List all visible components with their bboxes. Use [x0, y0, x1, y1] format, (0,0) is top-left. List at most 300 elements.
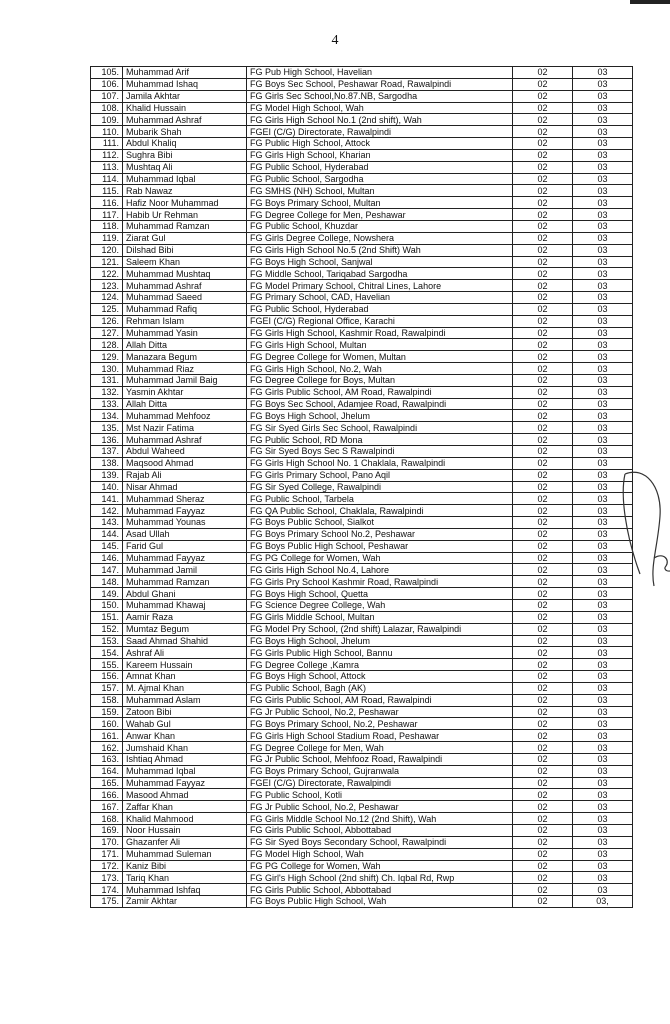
value-cell-1: 02 [513, 517, 573, 529]
school-cell: FG Girls High School No.4, Lahore [247, 564, 513, 576]
name-cell: Rab Nawaz [123, 185, 247, 197]
name-cell: Sughra Bibi [123, 149, 247, 161]
serial-number-cell: 155. [91, 659, 123, 671]
value-cell-2: 03 [573, 517, 633, 529]
table-row [91, 185, 633, 197]
table-row [91, 505, 633, 517]
table-row [91, 742, 633, 754]
value-cell-2: 03 [573, 410, 633, 422]
table-row [91, 848, 633, 860]
serial-number-cell: 127. [91, 327, 123, 339]
name-cell: Amnat Khan [123, 671, 247, 683]
table-row [91, 363, 633, 375]
value-cell-2: 03 [573, 789, 633, 801]
serial-number-cell: 122. [91, 268, 123, 280]
serial-number-cell: 148. [91, 576, 123, 588]
value-cell-1: 02 [513, 493, 573, 505]
school-cell: FGEI (C/G) Directorate, Rawalpindi [247, 126, 513, 138]
serial-number-cell: 130. [91, 363, 123, 375]
value-cell-1: 02 [513, 114, 573, 126]
table-row [91, 540, 633, 552]
serial-number-cell: 132. [91, 386, 123, 398]
value-cell-2: 03 [573, 351, 633, 363]
table-row [91, 138, 633, 150]
value-cell-2: 03 [573, 149, 633, 161]
serial-number-cell: 111. [91, 138, 123, 150]
table-row [91, 659, 633, 671]
school-cell: FG Science Degree College, Wah [247, 599, 513, 611]
value-cell-1: 02 [513, 173, 573, 185]
name-cell: Jumshaid Khan [123, 742, 247, 754]
serial-number-cell: 128. [91, 339, 123, 351]
serial-number-cell: 174. [91, 884, 123, 896]
name-cell: Maqsood Ahmad [123, 457, 247, 469]
table-row [91, 67, 633, 79]
value-cell-2: 03 [573, 623, 633, 635]
value-cell-1: 02 [513, 611, 573, 623]
name-cell: Hafiz Noor Muhammad [123, 197, 247, 209]
value-cell-2: 03 [573, 315, 633, 327]
value-cell-1: 02 [513, 303, 573, 315]
table-row [91, 517, 633, 529]
school-cell: FG Girls High School No.1 (2nd shift), Wah [247, 114, 513, 126]
table-row [91, 386, 633, 398]
name-cell: Farid Gul [123, 540, 247, 552]
table-row [91, 126, 633, 138]
value-cell-1: 02 [513, 742, 573, 754]
value-cell-1: 02 [513, 552, 573, 564]
school-cell: FG PG College for Women, Wah [247, 552, 513, 564]
school-cell: FG Girls High School, Kashmir Road, Rawalpindi [247, 327, 513, 339]
serial-number-cell: 133. [91, 398, 123, 410]
table-row [91, 682, 633, 694]
value-cell-2: 03 [573, 185, 633, 197]
name-cell: Allah Ditta [123, 339, 247, 351]
table-row [91, 635, 633, 647]
school-cell: FG Public School, RD Mona [247, 434, 513, 446]
table-row [91, 718, 633, 730]
name-cell: Anwar Khan [123, 730, 247, 742]
value-cell-2: 03 [573, 813, 633, 825]
school-cell: FG Girls Public School, AM Road, Rawalpindi [247, 694, 513, 706]
table-row [91, 398, 633, 410]
table-row [91, 884, 633, 896]
table-row [91, 410, 633, 422]
value-cell-2: 03 [573, 848, 633, 860]
value-cell-2: 03 [573, 446, 633, 458]
school-cell: FG Boys High School, Jhelum [247, 635, 513, 647]
name-cell: Aamir Raza [123, 611, 247, 623]
school-cell: FG Jr Public School, No.2, Peshawar [247, 706, 513, 718]
serial-number-cell: 159. [91, 706, 123, 718]
serial-number-cell: 142. [91, 505, 123, 517]
name-cell: Muhammad Younas [123, 517, 247, 529]
serial-number-cell: 162. [91, 742, 123, 754]
value-cell-1: 02 [513, 280, 573, 292]
school-cell: FG Girls Public School, AM Road, Rawalpindi [247, 386, 513, 398]
value-cell-1: 02 [513, 528, 573, 540]
table-row [91, 730, 633, 742]
value-cell-1: 02 [513, 410, 573, 422]
school-cell: FG Sir Syed Girls Sec School, Rawalpindi [247, 422, 513, 434]
name-cell: Saad Ahmad Shahid [123, 635, 247, 647]
school-cell: FG Model High School, Wah [247, 848, 513, 860]
serial-number-cell: 154. [91, 647, 123, 659]
value-cell-1: 02 [513, 777, 573, 789]
serial-number-cell: 107. [91, 90, 123, 102]
serial-number-cell: 125. [91, 303, 123, 315]
serial-number-cell: 109. [91, 114, 123, 126]
value-cell-2: 03 [573, 742, 633, 754]
school-cell: FG Sir Syed Boys Sec S Rawalpindi [247, 446, 513, 458]
school-cell: FG Sir Syed Boys Secondary School, Rawalpindi [247, 836, 513, 848]
serial-number-cell: 117. [91, 209, 123, 221]
serial-number-cell: 169. [91, 825, 123, 837]
value-cell-1: 02 [513, 446, 573, 458]
value-cell-1: 02 [513, 659, 573, 671]
value-cell-1: 02 [513, 540, 573, 552]
school-cell: FG Degree College for Men, Peshawar [247, 209, 513, 221]
school-cell: FG Jr Public School, Mehfooz Road, Rawalpindi [247, 753, 513, 765]
value-cell-1: 02 [513, 386, 573, 398]
serial-number-cell: 166. [91, 789, 123, 801]
value-cell-2: 03 [573, 220, 633, 232]
name-cell: Ghazanfer Ali [123, 836, 247, 848]
value-cell-1: 02 [513, 398, 573, 410]
table-row [91, 339, 633, 351]
name-cell: Nisar Ahmad [123, 481, 247, 493]
serial-number-cell: 114. [91, 173, 123, 185]
serial-number-cell: 126. [91, 315, 123, 327]
name-cell: Muhammad Khawaj [123, 599, 247, 611]
school-cell: FG Boys Public School, Sialkot [247, 517, 513, 529]
value-cell-2: 03 [573, 339, 633, 351]
table-row [91, 209, 633, 221]
value-cell-2: 03 [573, 126, 633, 138]
table-row [91, 268, 633, 280]
name-cell: Muhammad Ishfaq [123, 884, 247, 896]
serial-number-cell: 112. [91, 149, 123, 161]
school-cell: FG Boys Primary School, No.2, Peshawar [247, 718, 513, 730]
school-cell: FG Girls Primary School, Pano Aqil [247, 469, 513, 481]
value-cell-2: 03 [573, 493, 633, 505]
name-cell: Muhammad Sheraz [123, 493, 247, 505]
table-row [91, 813, 633, 825]
value-cell-2: 03 [573, 730, 633, 742]
table-row [91, 327, 633, 339]
value-cell-2: 03 [573, 765, 633, 777]
value-cell-2: 03 [573, 138, 633, 150]
value-cell-2: 03 [573, 682, 633, 694]
school-cell: FG Boys Primary School, Gujranwala [247, 765, 513, 777]
value-cell-2: 03 [573, 884, 633, 896]
serial-number-cell: 146. [91, 552, 123, 564]
value-cell-1: 02 [513, 363, 573, 375]
serial-number-cell: 136. [91, 434, 123, 446]
value-cell-1: 02 [513, 422, 573, 434]
school-cell: FG Model Primary School, Chitral Lines, Lahore [247, 280, 513, 292]
value-cell-2: 03 [573, 209, 633, 221]
table-row [91, 102, 633, 114]
name-cell: Habib Ur Rehman [123, 209, 247, 221]
value-cell-1: 02 [513, 185, 573, 197]
serial-number-cell: 115. [91, 185, 123, 197]
value-cell-2: 03 [573, 90, 633, 102]
value-cell-2: 03 [573, 67, 633, 79]
table-row [91, 315, 633, 327]
name-cell: Ashraf Ali [123, 647, 247, 659]
value-cell-2: 03 [573, 422, 633, 434]
school-cell: FG Boys High School, Jhelum [247, 410, 513, 422]
table-row [91, 78, 633, 90]
school-cell: FG Boys Primary School No.2, Peshawar [247, 528, 513, 540]
name-cell: Muhammad Aslam [123, 694, 247, 706]
name-cell: Muhammad Ishaq [123, 78, 247, 90]
serial-number-cell: 144. [91, 528, 123, 540]
value-cell-1: 02 [513, 635, 573, 647]
serial-number-cell: 173. [91, 872, 123, 884]
value-cell-1: 02 [513, 718, 573, 730]
serial-number-cell: 137. [91, 446, 123, 458]
serial-number-cell: 152. [91, 623, 123, 635]
table-row [91, 706, 633, 718]
school-cell: FG Sir Syed College, Rawalpindi [247, 481, 513, 493]
table-row [91, 374, 633, 386]
value-cell-2: 03 [573, 659, 633, 671]
value-cell-1: 02 [513, 813, 573, 825]
school-cell: FG Public School, Bagh (AK) [247, 682, 513, 694]
value-cell-1: 02 [513, 765, 573, 777]
table-row [91, 292, 633, 304]
value-cell-2: 03 [573, 647, 633, 659]
serial-number-cell: 124. [91, 292, 123, 304]
value-cell-1: 02 [513, 647, 573, 659]
school-cell: FG Public School, Hyderabad [247, 303, 513, 315]
name-cell: Mst Nazir Fatima [123, 422, 247, 434]
value-cell-1: 02 [513, 220, 573, 232]
value-cell-1: 02 [513, 588, 573, 600]
value-cell-2: 03 [573, 434, 633, 446]
school-cell: FG Boys Sec School, Adamjee Road, Rawalpindi [247, 398, 513, 410]
serial-number-cell: 105. [91, 67, 123, 79]
serial-number-cell: 135. [91, 422, 123, 434]
value-cell-2: 03 [573, 718, 633, 730]
value-cell-2: 03 [573, 564, 633, 576]
name-cell: Abdul Waheed [123, 446, 247, 458]
value-cell-2: 03 [573, 469, 633, 481]
value-cell-1: 02 [513, 90, 573, 102]
name-cell: Noor Hussain [123, 825, 247, 837]
serial-number-cell: 106. [91, 78, 123, 90]
table-row [91, 694, 633, 706]
name-cell: Abdul Khaliq [123, 138, 247, 150]
school-cell: FG PG College for Women, Wah [247, 860, 513, 872]
value-cell-2: 03, [573, 896, 633, 908]
value-cell-2: 03 [573, 363, 633, 375]
school-cell: FG Girls High School, Kharian [247, 149, 513, 161]
value-cell-2: 03 [573, 398, 633, 410]
name-cell: Kareem Hussain [123, 659, 247, 671]
value-cell-2: 03 [573, 280, 633, 292]
value-cell-1: 02 [513, 149, 573, 161]
school-cell: FG Girls Middle School, Multan [247, 611, 513, 623]
serial-number-cell: 153. [91, 635, 123, 647]
page-number: 4 [331, 33, 339, 48]
name-cell: Muhammad Suleman [123, 848, 247, 860]
serial-number-cell: 118. [91, 220, 123, 232]
value-cell-1: 02 [513, 339, 573, 351]
table-row [91, 528, 633, 540]
value-cell-2: 03 [573, 386, 633, 398]
school-cell: FG Degree College for Boys, Multan [247, 374, 513, 386]
name-cell: Muhammad Jamil [123, 564, 247, 576]
school-cell: FG Primary School, CAD, Havelian [247, 292, 513, 304]
roster-body [91, 67, 633, 908]
value-cell-1: 02 [513, 102, 573, 114]
value-cell-1: 02 [513, 671, 573, 683]
value-cell-1: 02 [513, 374, 573, 386]
school-cell: FG SMHS (NH) School, Multan [247, 185, 513, 197]
value-cell-1: 02 [513, 753, 573, 765]
name-cell: Ishtiaq Ahmad [123, 753, 247, 765]
table-row [91, 161, 633, 173]
name-cell: Dilshad Bibi [123, 244, 247, 256]
table-row [91, 493, 633, 505]
value-cell-1: 02 [513, 789, 573, 801]
school-cell: FG Girls High School, No.2, Wah [247, 363, 513, 375]
school-cell: FG Boys High School, Sanjwal [247, 256, 513, 268]
school-cell: FG Girl's High School (2nd shift) Ch. Iqbal Rd, Rwp [247, 872, 513, 884]
table-row [91, 588, 633, 600]
value-cell-2: 03 [573, 576, 633, 588]
value-cell-2: 03 [573, 671, 633, 683]
table-row [91, 351, 633, 363]
school-cell: FG Girls Public High School, Bannu [247, 647, 513, 659]
value-cell-2: 03 [573, 552, 633, 564]
serial-number-cell: 171. [91, 848, 123, 860]
school-cell: FG Girls High School No. 1 Chaklala, Rawalpindi [247, 457, 513, 469]
value-cell-1: 02 [513, 292, 573, 304]
table-row [91, 801, 633, 813]
table-row [91, 244, 633, 256]
school-cell: FG Girls High School Stadium Road, Peshawar [247, 730, 513, 742]
name-cell: Saleem Khan [123, 256, 247, 268]
value-cell-2: 03 [573, 635, 633, 647]
serial-number-cell: 175. [91, 896, 123, 908]
value-cell-1: 02 [513, 848, 573, 860]
value-cell-1: 02 [513, 730, 573, 742]
table-row [91, 825, 633, 837]
value-cell-1: 02 [513, 469, 573, 481]
name-cell: Manazara Begum [123, 351, 247, 363]
school-cell: FG Public School, Kotli [247, 789, 513, 801]
serial-number-cell: 147. [91, 564, 123, 576]
school-cell: FG Girls Public School, Abbottabad [247, 884, 513, 896]
value-cell-2: 03 [573, 528, 633, 540]
name-cell: M. Ajmal Khan [123, 682, 247, 694]
name-cell: Tariq Khan [123, 872, 247, 884]
school-cell: FG Degree College ,Kamra [247, 659, 513, 671]
name-cell: Mubarik Shah [123, 126, 247, 138]
value-cell-2: 03 [573, 244, 633, 256]
table-row [91, 564, 633, 576]
name-cell: Wahab Gul [123, 718, 247, 730]
name-cell: Rehman Islam [123, 315, 247, 327]
name-cell: Zamir Akhtar [123, 896, 247, 908]
serial-number-cell: 145. [91, 540, 123, 552]
table-row [91, 114, 633, 126]
name-cell: Muhammad Saeed [123, 292, 247, 304]
serial-number-cell: 143. [91, 517, 123, 529]
serial-number-cell: 138. [91, 457, 123, 469]
table-row [91, 256, 633, 268]
table-row [91, 197, 633, 209]
school-cell: FG Girls High School No.5 (2nd Shift) Wah [247, 244, 513, 256]
value-cell-1: 02 [513, 872, 573, 884]
table-row [91, 789, 633, 801]
name-cell: Khalid Hussain [123, 102, 247, 114]
name-cell: Mushtaq Ali [123, 161, 247, 173]
school-cell: FG Jr Public School, No.2, Peshawar [247, 801, 513, 813]
serial-number-cell: 141. [91, 493, 123, 505]
serial-number-cell: 160. [91, 718, 123, 730]
school-cell: FG Boys Public High School, Wah [247, 896, 513, 908]
name-cell: Ziarat Gul [123, 232, 247, 244]
value-cell-1: 02 [513, 434, 573, 446]
name-cell: Muhammad Jamil Baig [123, 374, 247, 386]
school-cell: FG Girls Sec School,No.87.NB, Sargodha [247, 90, 513, 102]
school-cell: FG Public School, Sargodha [247, 173, 513, 185]
serial-number-cell: 149. [91, 588, 123, 600]
school-cell: FG Girls High School, Multan [247, 339, 513, 351]
value-cell-1: 02 [513, 197, 573, 209]
value-cell-1: 02 [513, 457, 573, 469]
name-cell: Muhammad Ramzan [123, 220, 247, 232]
school-cell: FG Girls Public School, Abbottabad [247, 825, 513, 837]
school-cell: FG Girls Middle School No.12 (2nd Shift), Wah [247, 813, 513, 825]
value-cell-1: 02 [513, 209, 573, 221]
name-cell: Mumtaz Begum [123, 623, 247, 635]
value-cell-1: 02 [513, 825, 573, 837]
serial-number-cell: 121. [91, 256, 123, 268]
name-cell: Allah Ditta [123, 398, 247, 410]
table-row [91, 220, 633, 232]
serial-number-cell: 113. [91, 161, 123, 173]
value-cell-2: 03 [573, 706, 633, 718]
serial-number-cell: 165. [91, 777, 123, 789]
school-cell: FG Boys Primary School, Multan [247, 197, 513, 209]
value-cell-2: 03 [573, 256, 633, 268]
name-cell: Jamila Akhtar [123, 90, 247, 102]
school-cell: FG Public School, Khuzdar [247, 220, 513, 232]
value-cell-2: 03 [573, 599, 633, 611]
name-cell: Yasmin Akhtar [123, 386, 247, 398]
value-cell-2: 03 [573, 268, 633, 280]
value-cell-1: 02 [513, 244, 573, 256]
serial-number-cell: 150. [91, 599, 123, 611]
serial-number-cell: 164. [91, 765, 123, 777]
table-row [91, 149, 633, 161]
name-cell: Masood Ahmad [123, 789, 247, 801]
value-cell-1: 02 [513, 161, 573, 173]
value-cell-1: 02 [513, 232, 573, 244]
name-cell: Muhammad Fayyaz [123, 505, 247, 517]
table-row [91, 469, 633, 481]
name-cell: Zatoon Bibi [123, 706, 247, 718]
school-cell: FG Degree College for Men, Wah [247, 742, 513, 754]
name-cell: Muhammad Iqbal [123, 765, 247, 777]
table-row [91, 753, 633, 765]
